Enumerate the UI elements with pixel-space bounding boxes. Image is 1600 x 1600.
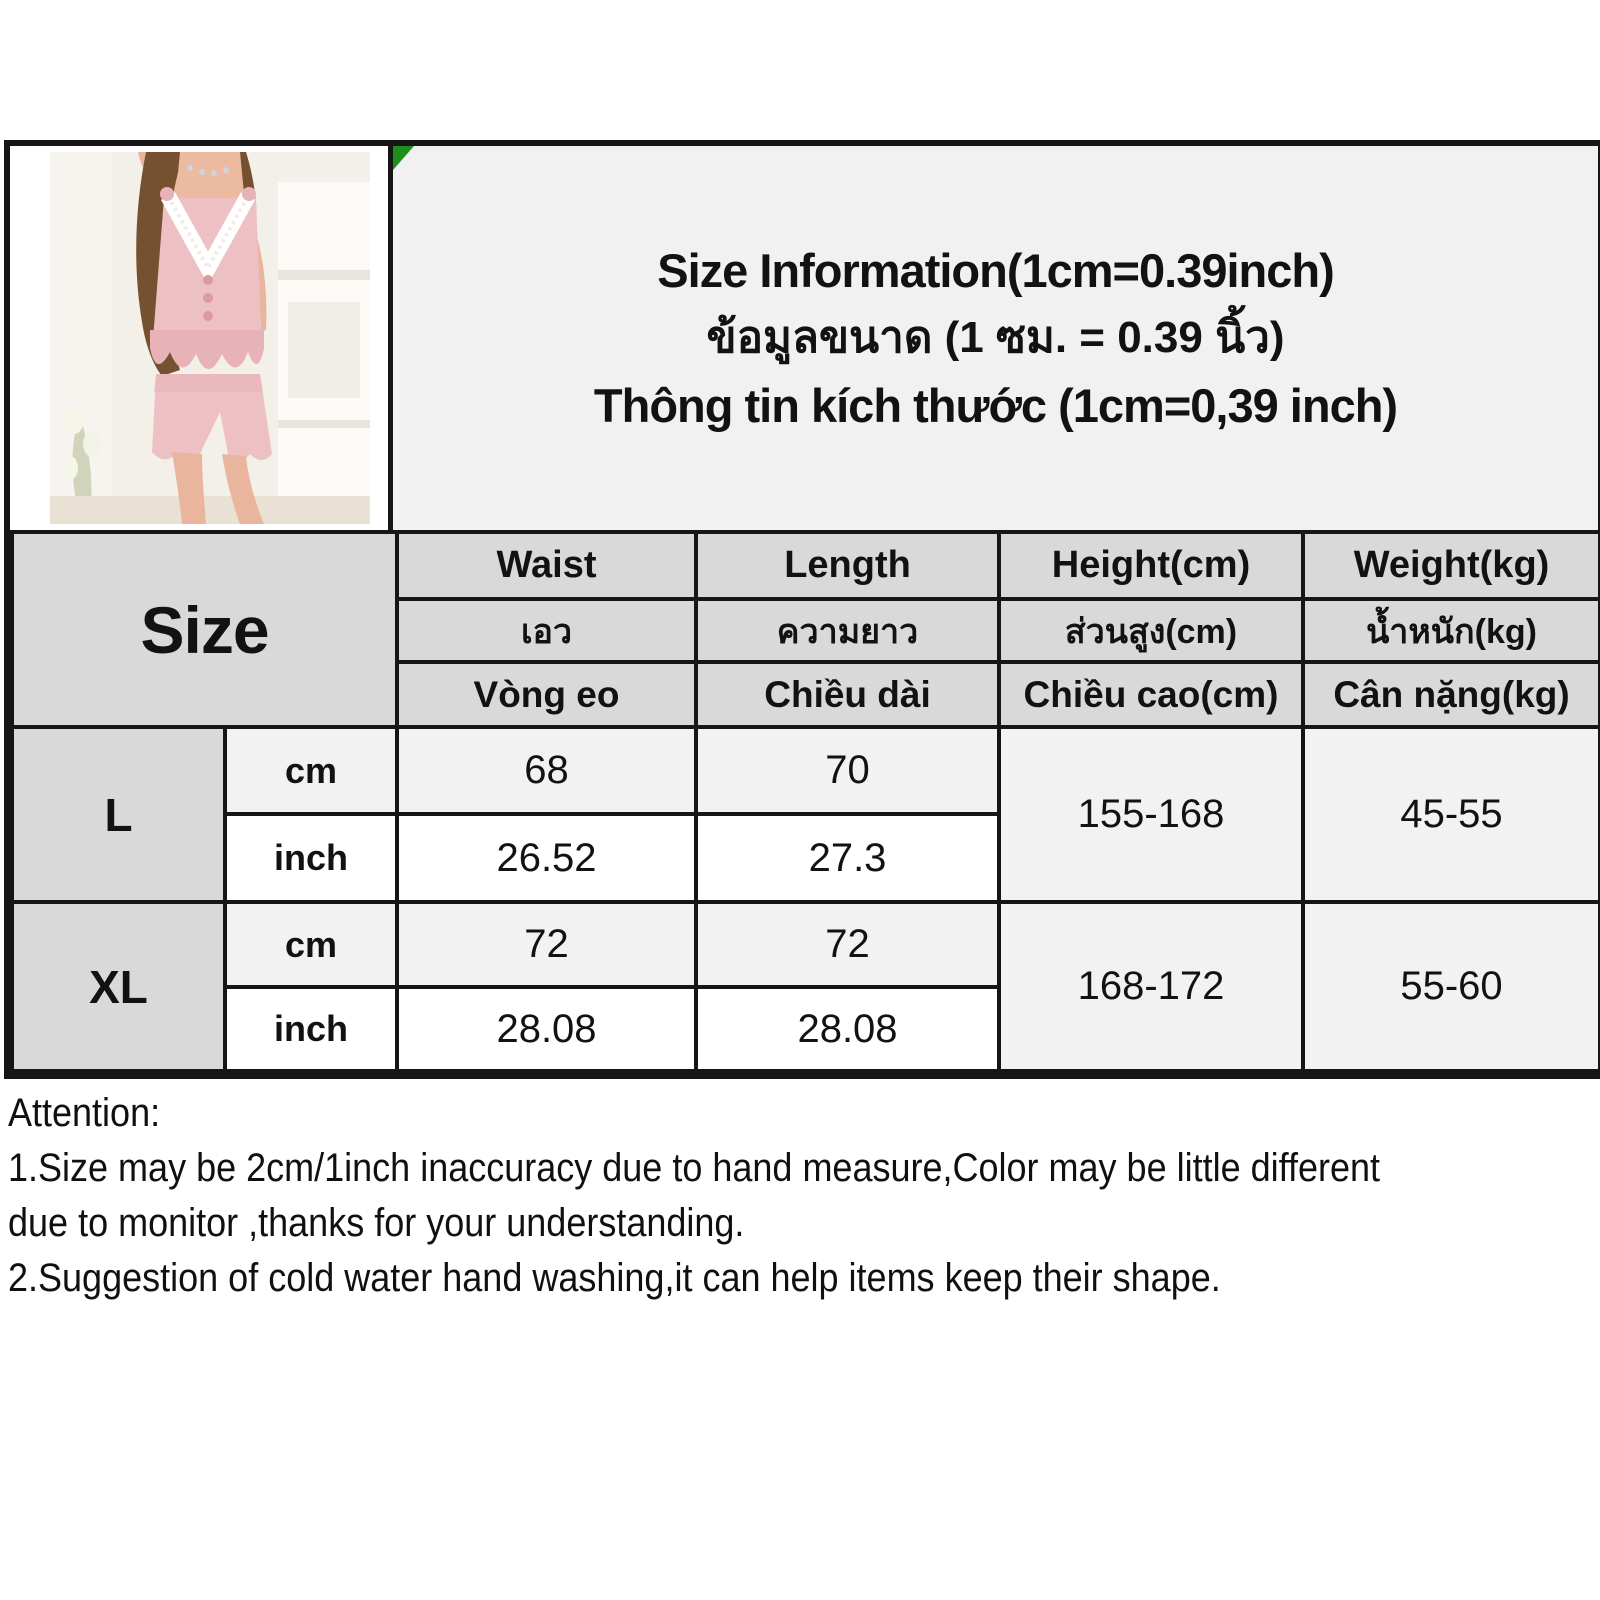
size-corner-cell: Size <box>12 532 397 727</box>
L-height-range: 155-168 <box>999 727 1303 902</box>
green-corner-flag-icon <box>393 146 414 170</box>
bordered-board <box>4 140 1600 1079</box>
col-header-waist-th: เอว <box>397 599 696 662</box>
title-vietnamese: Thông tin kích thước (1cm=0,39 inch) <box>593 379 1398 432</box>
unit-label-inch: inch <box>225 814 397 902</box>
size-label-XL: XL <box>12 902 225 1071</box>
col-header-height-vi: Chiều cao(cm) <box>999 662 1303 727</box>
unit-label-cm-xl: cm <box>225 902 397 987</box>
title-english: Size Information(1cm=0.39inch) <box>657 244 1334 297</box>
unit-label-cm: cm <box>225 727 397 814</box>
attention-line-2: due to monitor ,thanks for your understanding. <box>8 1201 745 1245</box>
product-photo <box>50 152 370 524</box>
col-header-waist-en: Waist <box>397 532 696 599</box>
attention-line-1: 1.Size may be 2cm/1inch inaccuracy due to hand measure,Color may be little different <box>8 1146 1381 1190</box>
col-header-weight-en: Weight(kg) <box>1303 532 1600 599</box>
header-row-english <box>12 532 1600 599</box>
attention-heading: Attention: <box>8 1091 161 1135</box>
XL-weight-range: 55-60 <box>1303 902 1600 1071</box>
col-header-height-en: Height(cm) <box>999 532 1303 599</box>
top-row <box>10 146 1598 530</box>
col-header-weight-th: น้ำหนัก(kg) <box>1303 599 1600 662</box>
row-XL-cm <box>12 902 1600 987</box>
col-header-length-th: ความยาว <box>696 599 999 662</box>
row-L-cm <box>12 727 1600 814</box>
col-header-weight-vi: Cân nặng(kg) <box>1303 662 1600 727</box>
col-header-length-vi: Chiều dài <box>696 662 999 727</box>
mantel-backdrop <box>278 182 370 524</box>
unit-label-inch-xl: inch <box>225 987 397 1071</box>
col-header-height-th: ส่วนสูง(cm) <box>999 599 1303 662</box>
title-thai: ข้อมูลขนาด (1 ซม. = 0.39 นิ้ว) <box>706 313 1285 362</box>
L-length-cm: 70 <box>696 727 999 814</box>
col-header-waist-vi: Vòng eo <box>397 662 696 727</box>
attention-notes <box>8 1086 1592 1306</box>
product-photo-cell <box>10 146 393 530</box>
L-length-inch: 27.3 <box>696 814 999 902</box>
cami-top <box>150 187 264 369</box>
attention-line-3: 2.Suggestion of cold water hand washing,it can help items keep their shape. <box>8 1256 1221 1300</box>
XL-height-range: 168-172 <box>999 902 1303 1071</box>
XL-length-inch: 28.08 <box>696 987 999 1071</box>
L-waist-cm: 68 <box>397 727 696 814</box>
L-weight-range: 45-55 <box>1303 727 1600 902</box>
XL-waist-cm: 72 <box>397 902 696 987</box>
L-waist-inch: 26.52 <box>397 814 696 902</box>
col-header-length-en: Length <box>696 532 999 599</box>
size-label-L: L <box>12 727 225 902</box>
size-table <box>10 530 1600 1073</box>
title-cell <box>393 146 1598 530</box>
XL-length-cm: 72 <box>696 902 999 987</box>
XL-waist-inch: 28.08 <box>397 987 696 1071</box>
